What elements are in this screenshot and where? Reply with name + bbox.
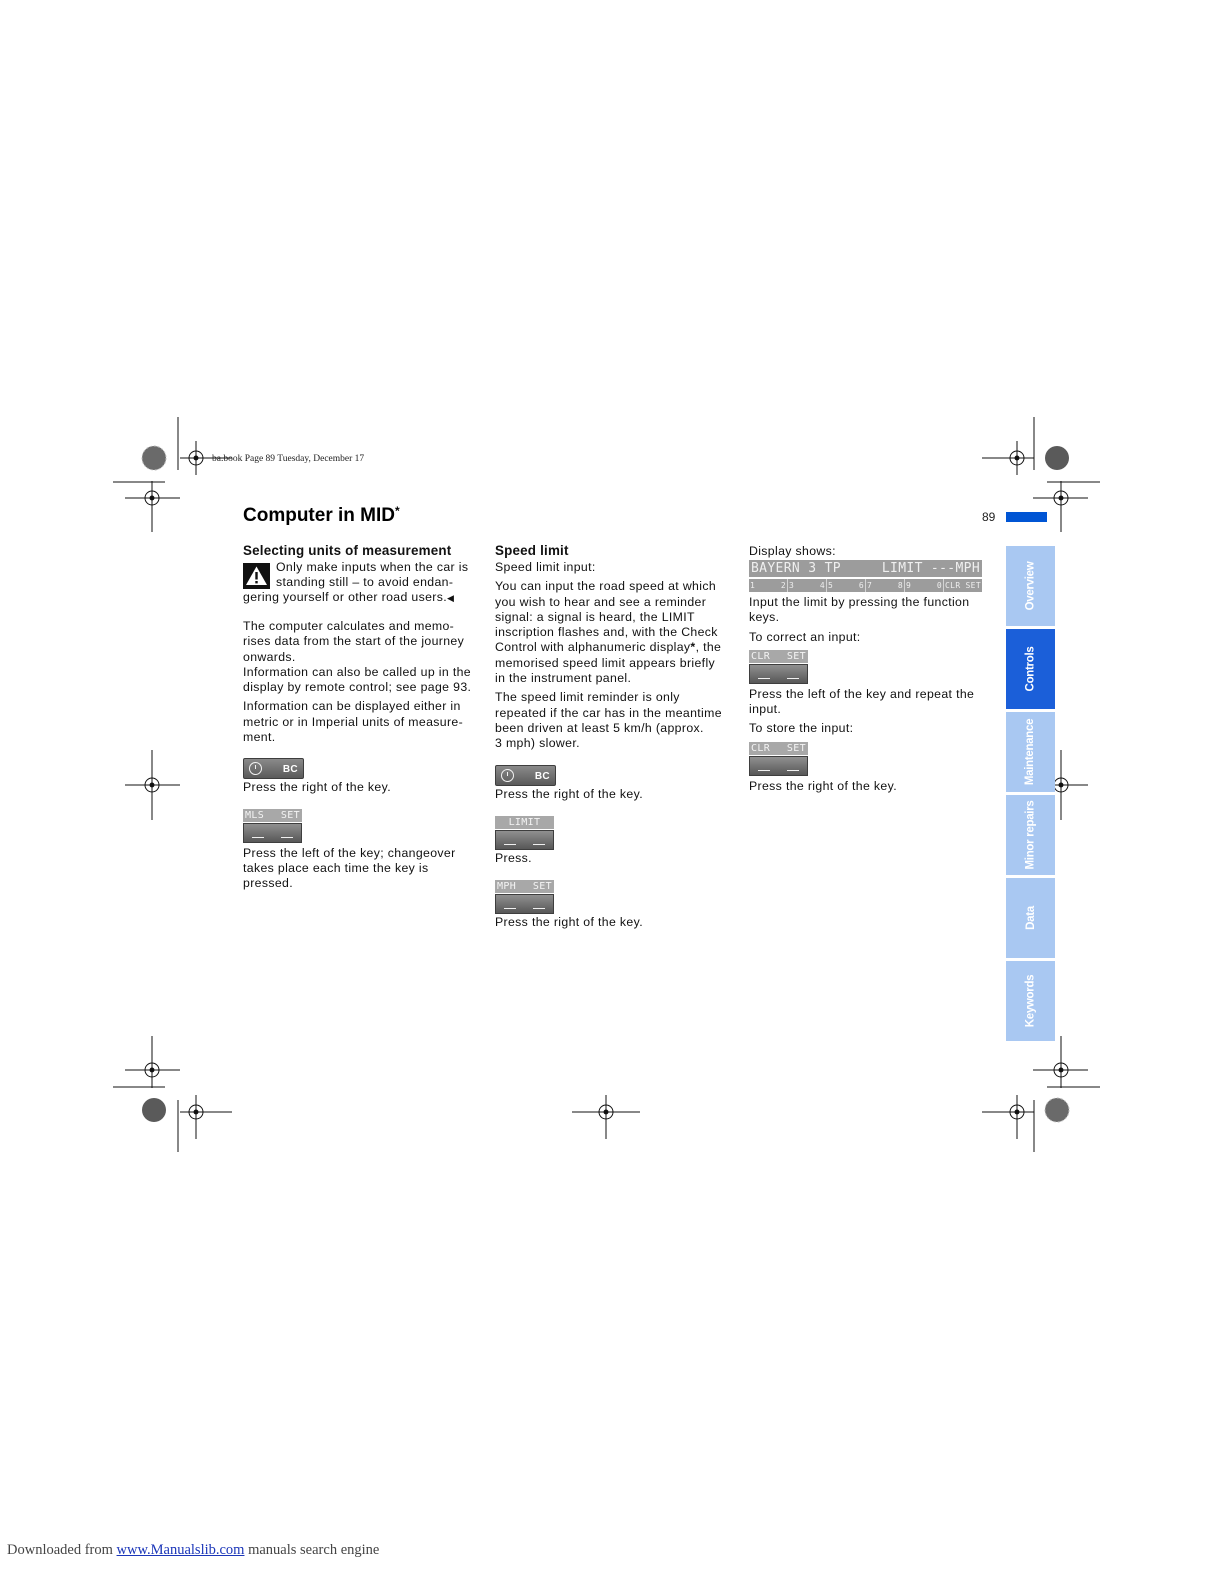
heading-units: Selecting units of measurement xyxy=(243,543,452,558)
lcd-segment-label: 4 xyxy=(819,581,825,590)
bc-button-label: BC xyxy=(282,764,298,776)
tab-label: Data xyxy=(1024,906,1037,930)
softkey-display xyxy=(749,742,808,755)
lcd-segment xyxy=(749,579,788,592)
lcd-segment xyxy=(827,579,866,592)
softkey-display xyxy=(749,650,808,663)
softkey-right-label: SET xyxy=(532,881,552,893)
asterisk: * xyxy=(690,640,696,655)
tab-controls[interactable] xyxy=(1006,629,1055,709)
line: signal: a signal is heard, the LIMIT xyxy=(495,609,695,624)
line: Information can be displayed either in xyxy=(243,699,461,714)
softkey-display xyxy=(495,816,554,829)
softkey-mph-set[interactable] xyxy=(495,880,554,914)
lcd-segment-label: SET xyxy=(965,581,981,590)
warning-icon xyxy=(243,563,270,589)
line: you wish to hear and see a reminder xyxy=(495,594,707,609)
softkey-rocker[interactable] xyxy=(243,823,302,843)
line: The speed limit reminder is only xyxy=(495,690,680,705)
softkey-left-label: CLR xyxy=(751,742,771,754)
lcd-display xyxy=(749,560,994,592)
line: in the instrument panel. xyxy=(495,671,632,686)
softkey-rocker[interactable] xyxy=(495,830,554,850)
softkey-limit[interactable] xyxy=(495,816,554,850)
warning-line-3-text: gering yourself or other road users. xyxy=(243,590,447,604)
column-speed-limit xyxy=(495,542,740,930)
tab-label: Controls xyxy=(1024,646,1037,692)
speed-limit-sub: Speed limit input: xyxy=(495,560,596,574)
line: display by remote control; see page 93. xyxy=(243,680,472,695)
title-asterisk: * xyxy=(395,504,400,518)
clock-icon xyxy=(249,762,262,775)
tab-overview[interactable] xyxy=(1006,546,1055,626)
para-speed-2 xyxy=(495,690,740,751)
page-number-bar xyxy=(1006,512,1047,522)
line: Input the limit by pressing the function xyxy=(749,595,970,609)
lcd-softkey-row xyxy=(749,579,982,592)
caption-mls xyxy=(243,846,488,892)
lcd-segment xyxy=(788,579,827,592)
tab-maintenance[interactable] xyxy=(1006,712,1055,792)
bc-button[interactable] xyxy=(243,758,304,779)
display-shows: Display shows: xyxy=(749,544,836,558)
heading-speed-limit: Speed limit xyxy=(495,543,569,558)
line: rises data from the start of the journey xyxy=(243,634,465,649)
page-number: 89 xyxy=(982,510,996,524)
line: Control with alphanumeric display xyxy=(495,640,691,655)
bc-button-2[interactable] xyxy=(495,765,556,786)
line: You can input the road speed at which xyxy=(495,579,717,594)
softkey-left-label: MPH xyxy=(497,881,517,893)
tab-minor-repairs[interactable] xyxy=(1006,795,1055,875)
bc-button-label: BC xyxy=(534,770,550,782)
column-units xyxy=(243,542,488,892)
softkey-right-label: SET xyxy=(786,742,806,754)
warning-line-1: Only make inputs when the car is xyxy=(276,560,469,574)
softkey-rocker[interactable] xyxy=(749,664,808,684)
lcd-segment-label: CLR xyxy=(945,581,961,590)
para-correct xyxy=(749,687,994,718)
lcd-segment-label: 9 xyxy=(906,581,912,590)
softkey-label: LIMIT xyxy=(508,816,541,828)
caption-bc: Press the right of the key. xyxy=(243,780,391,795)
tab-label: Maintenance xyxy=(1024,718,1037,786)
line: 3 mph) slower. xyxy=(495,736,580,751)
lcd-segment-label: 7 xyxy=(867,581,873,590)
lcd-station: BAYERN 3 TP xyxy=(751,561,841,576)
lcd-limit: LIMIT ---MPH xyxy=(881,561,980,576)
tab-label: Overview xyxy=(1024,561,1037,611)
line: takes place each time the key is xyxy=(243,860,429,875)
warning-line-3 xyxy=(243,590,454,606)
lcd-segment xyxy=(905,579,944,592)
line: input. xyxy=(749,702,782,717)
caption-mph: Press the right of the key. xyxy=(495,915,643,930)
tab-label: Minor repairs xyxy=(1024,800,1037,870)
line: pressed. xyxy=(243,876,293,891)
section-tabs xyxy=(1006,546,1055,1044)
tab-label: Keywords xyxy=(1024,974,1037,1028)
caption-limit: Press. xyxy=(495,850,532,865)
lcd-segment-label: 2 xyxy=(780,581,786,590)
softkey-left-label: CLR xyxy=(751,650,771,662)
line: , the xyxy=(695,640,722,655)
column-display xyxy=(749,542,994,794)
softkey-right-label: SET xyxy=(280,809,300,821)
footer xyxy=(7,1542,379,1559)
line: onwards. xyxy=(243,649,296,664)
softkey-rocker[interactable] xyxy=(495,894,554,914)
line: memorised speed limit appears briefly xyxy=(495,655,716,670)
softkey-left-label: MLS xyxy=(245,809,265,821)
line: Press the left of the key and repeat the xyxy=(749,686,975,701)
warning-block xyxy=(243,560,488,606)
line: keys. xyxy=(749,610,780,625)
para-input-limit xyxy=(749,595,994,626)
softkey-mls-set[interactable] xyxy=(243,809,302,843)
correct-input: To correct an input: xyxy=(749,629,861,644)
lcd-segment-label: 1 xyxy=(750,581,756,590)
lcd-top-line xyxy=(749,560,982,577)
store-input: To store the input: xyxy=(749,721,854,736)
para-computer-2 xyxy=(243,665,488,696)
footer-link[interactable]: www.Manualslib.com xyxy=(116,1542,245,1558)
print-info: ba.book Page 89 Tuesday, December 17 xyxy=(212,454,365,464)
line: Press the left of the key; changeover xyxy=(243,845,456,860)
footer-suffix: manuals search engine xyxy=(244,1542,380,1558)
warning-line-2: standing still – to avoid endan- xyxy=(276,575,454,589)
tab-data[interactable] xyxy=(1006,878,1055,958)
line: Information can also be called up in the xyxy=(243,664,471,679)
tab-keywords[interactable] xyxy=(1006,961,1055,1041)
softkey-display xyxy=(495,880,554,893)
lcd-segment xyxy=(944,579,982,592)
clock-icon xyxy=(501,769,514,782)
page-title xyxy=(243,504,400,527)
line: metric or in Imperial units of measure- xyxy=(243,714,464,729)
page-title-text: Computer in MID xyxy=(243,505,395,526)
softkey-clr-set[interactable] xyxy=(749,650,808,684)
para-computer-1 xyxy=(243,619,488,665)
softkey-clr-set-2[interactable] xyxy=(749,742,808,776)
line: repeated if the car has in the meantime xyxy=(495,705,722,720)
line: been driven at least 5 km/h (approx. xyxy=(495,720,704,735)
footer-prefix: Downloaded from xyxy=(7,1542,117,1558)
line: ment. xyxy=(243,730,276,745)
para-speed-1 xyxy=(495,579,740,686)
lcd-segment xyxy=(866,579,905,592)
line: inscription flashes and, with the Check xyxy=(495,625,718,640)
lcd-segment-label: 8 xyxy=(897,581,903,590)
caption-bc-2: Press the right of the key. xyxy=(495,786,643,801)
softkey-rocker[interactable] xyxy=(749,756,808,776)
lcd-segment-label: 0 xyxy=(936,581,942,590)
lcd-segment-label: 5 xyxy=(828,581,834,590)
end-mark-icon: ◀ xyxy=(446,593,455,603)
softkey-display xyxy=(243,809,302,822)
line: The computer calculates and memo- xyxy=(243,619,455,633)
lcd-segment-label: 6 xyxy=(858,581,864,590)
para-computer-3 xyxy=(243,699,488,745)
softkey-right-label: SET xyxy=(786,650,806,662)
caption-store: Press the right of the key. xyxy=(749,778,897,793)
lcd-segment-label: 3 xyxy=(789,581,795,590)
